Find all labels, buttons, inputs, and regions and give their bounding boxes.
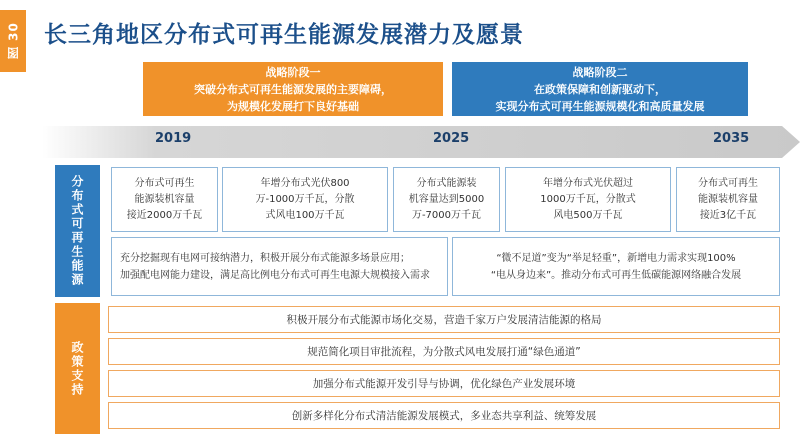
page-title: 长三角地区分布式可再生能源发展潜力及愿景 (44, 22, 524, 48)
milestone-card-phase2-growth: 年增分布式光伏超过 1000万千瓦，分散式 风电500万千瓦 (505, 167, 671, 232)
phase-two-box (452, 62, 748, 116)
milestone-card-2019: 分布式可再生 能源装机容量 接近2000万千瓦 (111, 167, 218, 232)
phase-one-box (143, 62, 443, 116)
figure-label-tab (0, 10, 26, 72)
milestone-card-phase1-growth: 年增分布式光伏800 万-1000万千瓦，分散 式风电100万千瓦 (222, 167, 388, 232)
phase-two-heading: 战略阶段二 (572, 65, 628, 79)
phase-one-line2: 为规模化发展打下良好基础 (227, 99, 359, 113)
policy-item-4: 创新多样化分布式清洁能源发展模式，多业态共享利益、统筹发展 (108, 402, 780, 429)
tech-row-label: 分布式可再生能源 (55, 165, 100, 297)
year-2019: 2019 (155, 131, 192, 146)
year-2035: 2035 (713, 131, 750, 146)
year-2025: 2025 (433, 131, 470, 146)
phase-two-line1: 在政策保障和创新驱动下， (534, 82, 666, 96)
milestone-card-2035: 分布式可再生 能源装机容量 接近3亿千瓦 (676, 167, 780, 232)
phase-one-heading: 战略阶段一 (265, 65, 321, 79)
policy-item-3: 加强分布式能源开发引导与协调，优化绿色产业发展环境 (108, 370, 780, 397)
policy-row-label: 政策支持 (55, 303, 100, 434)
phase-two-line2: 实现分布式可再生能源规模化和高质量发展 (495, 99, 705, 113)
measure-box-phase2: “微不足道”变为“举足轻重”，新增电力需求实现100% “电从身边来”。推动分布式可再生低碳能源网络融合发展 (452, 237, 780, 296)
policy-item-1: 积极开展分布式能源市场化交易，营造千家万户发展清洁能源的格局 (108, 306, 780, 333)
measure-box-phase1: 充分挖掘现有电网可接纳潜力，积极开展分布式能源多场景应用； 加强配电网能力建设，满足高比例电分布式可再生电源大规模接入需求 (111, 237, 448, 296)
phase-one-line1: 突破分布式可再生能源发展的主要障碍， (194, 82, 392, 96)
milestone-card-2025: 分布式能源装 机容量达到5000 万-7000万千瓦 (393, 167, 500, 232)
figure-label: 图 30 (6, 22, 21, 60)
policy-item-2: 规范简化项目审批流程，为分散式风电发展打通“绿色通道” (108, 338, 780, 365)
